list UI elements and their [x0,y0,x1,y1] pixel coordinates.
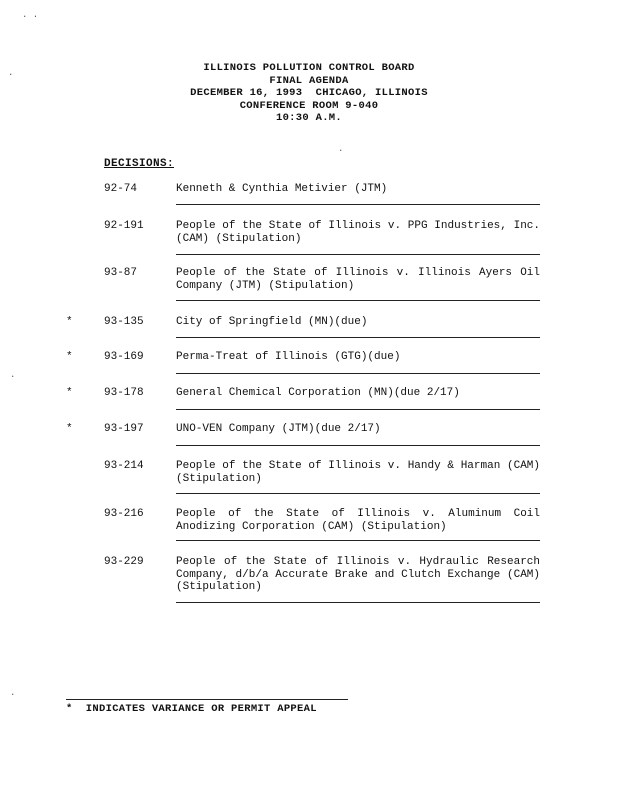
decisions-heading: DECISIONS: [104,158,175,170]
case-description: People of the State of Illinois v. Hydraulic Research Company, d/b/a Accurate Brake and Clutch Exchange (CAM) (Stipulation) [176,556,540,593]
docket-number: 93-169 [104,351,144,363]
case-description: UNO-VEN Company (JTM)(due 2/17) [176,423,381,435]
entry-rule [176,337,540,338]
scan-speck-icon: · [338,146,344,156]
docket-number: 93-87 [104,267,138,279]
docket-number: 93-197 [104,423,144,435]
entry-rule [176,373,540,374]
docket-number: 92-191 [104,220,144,232]
entry-rule [176,445,540,446]
footer-legend: * INDICATES VARIANCE OR PERMIT APPEAL [66,703,317,715]
docket-number: 93-214 [104,460,144,472]
case-description: People of the State of Illinois v. Handy & Harman (CAM) (Stipulation) [176,460,540,485]
entry-rule [176,493,540,494]
case-description: General Chemical Corporation (MN)(due 2/17) [176,387,460,399]
meeting-room: CONFERENCE ROOM 9-040 [239,99,379,112]
entry-rule [176,540,540,541]
entry-rule [176,254,540,255]
agenda-header [0,62,618,125]
docket-number: 93-178 [104,387,144,399]
case-description: City of Springfield (MN)(due) [176,316,368,328]
docket-number: 93-229 [104,556,144,568]
docket-number: 93-216 [104,508,144,520]
entry-rule [176,602,540,603]
scan-speck-icon: · · [22,12,39,22]
entry-rule [176,300,540,301]
footer-rule [66,699,348,700]
case-description: People of the State of Illinois v. Illinois Ayers Oil Company (JTM) (Stipulation) [176,267,540,292]
case-description: Perma-Treat of Illinois (GTG)(due) [176,351,401,363]
docket-number: 93-135 [104,316,144,328]
entry-marker: * [66,351,73,363]
board-name: ILLINOIS POLLUTION CONTROL BOARD [203,62,415,74]
entry-marker: * [66,387,73,399]
case-description: People of the State of Illinois v. PPG Industries, Inc. (CAM) (Stipulation) [176,220,540,245]
docket-number: 92-74 [104,183,138,195]
case-description: Kenneth & Cynthia Metivier (JTM) [176,183,388,195]
meeting-time: 10:30 A.M. [275,112,342,124]
scan-speck-icon: · [8,70,14,80]
scan-speck-icon: · [10,372,16,382]
meeting-date-location: DECEMBER 16, 1993 CHICAGO, ILLINOIS [190,87,428,99]
entry-rule [176,409,540,410]
entry-marker: * [66,423,73,435]
entry-rule [176,204,540,205]
case-description: People of the State of Illinois v. Aluminum Coil Anodizing Corporation (CAM) (Stipulation) [176,508,540,533]
agenda-title: FINAL AGENDA [269,74,349,87]
entry-marker: * [66,316,73,328]
scan-speck-icon: · [10,690,16,700]
